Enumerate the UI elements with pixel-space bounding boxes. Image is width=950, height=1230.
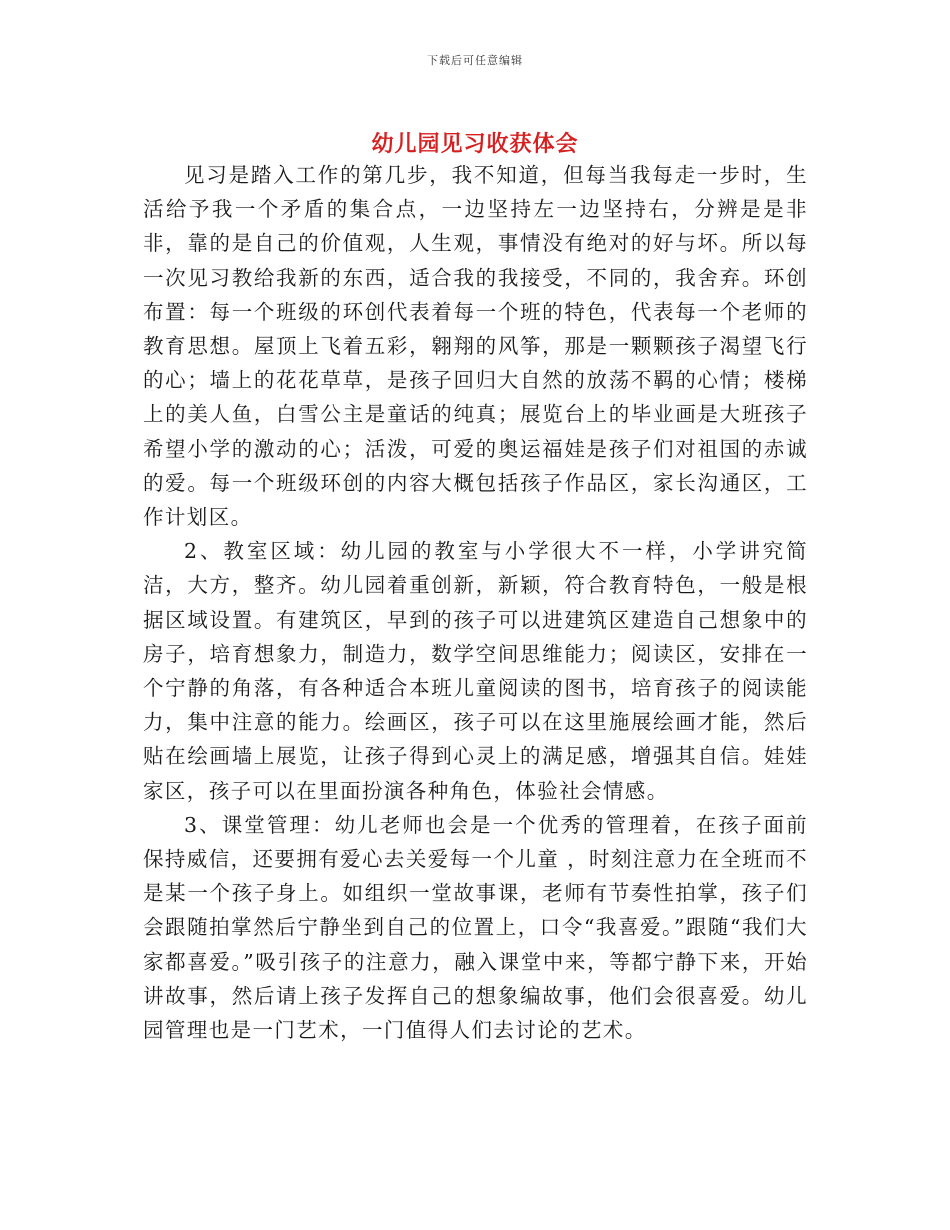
paragraph-2: 2、教室区域：幼儿园的教室与小学很大不一样，小学讲究简洁，大方，整齐。幼儿园着重创新，新颖，符合教育特色，一般是根据区域设置。有建筑区，早到的孩子可以进建筑区建造自己想象中的房子，培育想象力，制造力，数学空间思维能力；阅读区，安排在一个宁静的角落，有各种适合本班儿童阅读的图书，培育孩子的阅读能力，集中注意的能力。绘画区，孩子可以在这里施展绘画才能，然后贴在绘画墙上展览，让孩子得到心灵上的满足感，增强其自信。娃娃家区，孩子可以在里面扮演各种角色，体验社会情感。 [143,539,808,803]
paragraph-1: 见习是踏入工作的第几步，我不知道，但每当我每走一步时，生活给予我一个矛盾的集合点，一边坚持左一边坚持右，分辨是是非非，靠的是自己的价值观，人生观，事情没有绝对的好与坏。所以每一次见习教给我新的东西，适合我的我接受，不同的，我舍弃。环创布置：每一个班级的环创代表着每一个班的特色，代表每一个老师的教育思想。屋顶上飞着五彩，翱翔的风筝，那是一颗颗孩子渴望飞行的心；墙上的花花草草，是孩子回归大自然的放荡不羁的心情；楼梯上的美人鱼，白雪公主是童话的纯真；展览台上的毕业画是大班孩子希望小学的激动的心；活泼，可爱的奥运福娃是孩子们对祖国的赤诚的爱。每一个班级环创的内容大概包括孩子作品区，家长沟通区，工作计划区。 [143,163,808,530]
document-body [143,158,808,1047]
paragraph-3: 3、课堂管理：幼儿老师也会是一个优秀的管理着，在孩子面前保持威信，还要拥有爱心去关爱每一个儿童 ，时刻注意力在全班而不是某一个孩子身上。如组织一堂故事课，老师有节奏性拍掌，孩子们会跟随拍掌然后宁静坐到自己的位置上，口令“我喜爱。”跟随“我们大家都喜爱。”吸引孩子的注意力，融入课堂中来，等都宁静下来，开始讲故事，然后请上孩子发挥自己的想象编故事，他们会很喜爱。幼儿园管理也是一门艺术，一门值得人们去讨论的艺术。 [143,812,808,1043]
page-header-note: 下载后可任意编辑 [427,54,523,67]
document-title: 幼儿园见习收获体会 [371,131,579,157]
